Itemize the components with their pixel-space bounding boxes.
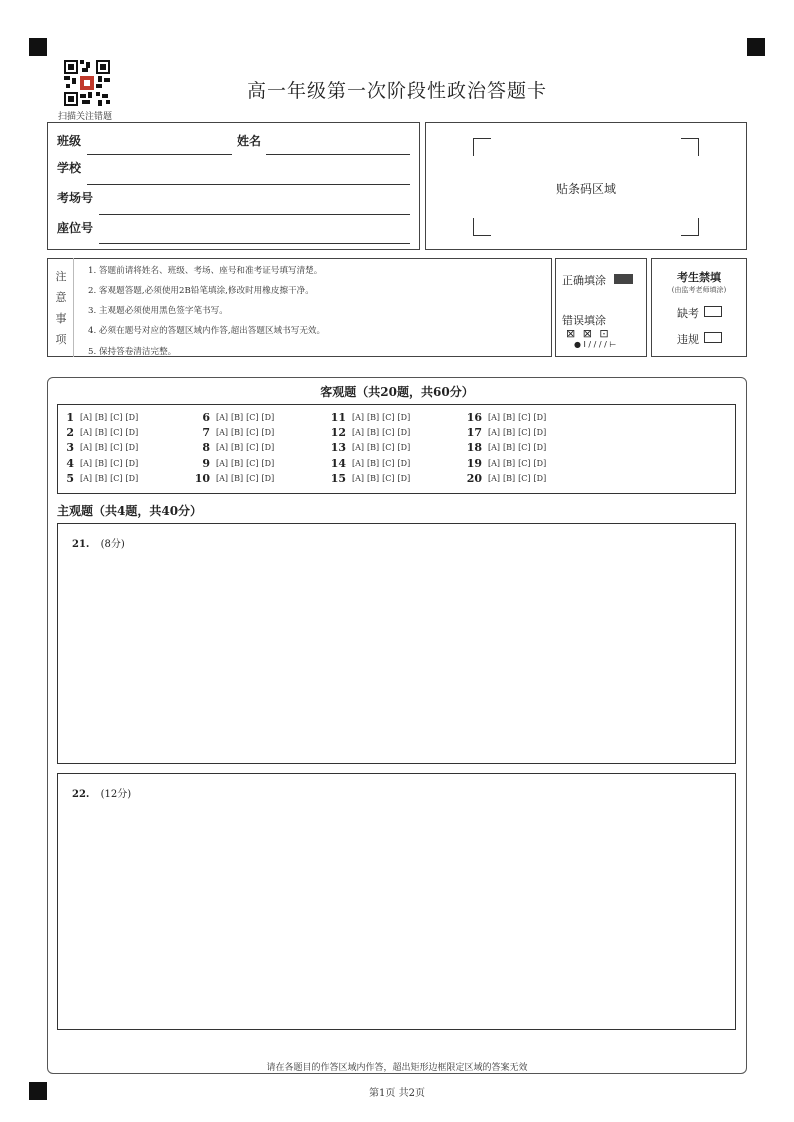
objective-question-row: [460, 471, 549, 486]
question-21-header: [72, 535, 125, 550]
answer-bubble[interactable]: [D]: [397, 413, 411, 422]
name-label: 姓名: [237, 134, 262, 148]
barcode-corner-bl: [473, 218, 491, 236]
answer-bubble[interactable]: [D]: [261, 413, 275, 422]
answer-bubble[interactable]: [A]: [488, 443, 501, 453]
answer-bubble[interactable]: [C]: [518, 413, 531, 422]
school-field[interactable]: [87, 184, 410, 185]
answer-bubble[interactable]: [C]: [246, 428, 259, 438]
answer-bubble[interactable]: [A]: [488, 473, 501, 483]
answer-bubble[interactable]: [C]: [518, 473, 531, 483]
objective-question-number: 16: [466, 411, 482, 424]
answer-bubble[interactable]: [D]: [533, 443, 547, 453]
objective-question-row: [460, 425, 549, 440]
answer-bubble[interactable]: [A]: [352, 473, 365, 483]
objective-question-number: 20: [466, 471, 482, 485]
answer-bubble[interactable]: [A]: [216, 473, 229, 483]
notice-side-divider: [73, 258, 74, 357]
answer-bubble[interactable]: [B]: [231, 413, 244, 422]
objective-question-row: [324, 410, 413, 425]
objective-question-row: [324, 456, 413, 471]
question-21-number: 21.: [72, 539, 90, 550]
answer-bubble[interactable]: [C]: [246, 413, 259, 422]
objective-question-number: 10: [194, 471, 210, 485]
answer-bubble[interactable]: [B]: [367, 458, 380, 468]
student-info-box: [47, 122, 420, 250]
objective-question-row: [188, 410, 277, 425]
objective-question-number: 5: [66, 471, 74, 485]
notice-rule-1: 1. 答题前请将姓名、班级、考场、座号和准考证号填写清楚。: [88, 266, 323, 276]
answer-bubble[interactable]: [B]: [367, 413, 380, 422]
objective-question-number: 9: [202, 456, 210, 470]
answer-bubble[interactable]: [A]: [352, 458, 365, 468]
answer-bubble[interactable]: [C]: [518, 458, 531, 468]
objective-question-row: [324, 425, 413, 440]
objective-question-row: [188, 440, 277, 455]
answer-bubble[interactable]: [D]: [125, 443, 139, 453]
notice-char-1: 注: [55, 270, 67, 283]
answer-bubble[interactable]: [D]: [125, 473, 139, 483]
answer-bubble[interactable]: [A]: [488, 413, 501, 422]
objective-question-number: 4: [66, 456, 74, 470]
school-label: 学校: [57, 161, 82, 175]
answer-bubble[interactable]: [A]: [488, 458, 501, 468]
answer-bubble[interactable]: [A]: [488, 428, 501, 438]
objective-question-number: 3: [66, 441, 74, 455]
answer-bubble[interactable]: [D]: [261, 443, 275, 453]
question-22-header: [72, 785, 131, 800]
answer-bubble[interactable]: [D]: [125, 428, 139, 438]
answer-bubble[interactable]: [B]: [231, 458, 244, 468]
objective-question-number: 15: [330, 471, 346, 485]
answer-bubble[interactable]: [B]: [503, 428, 516, 438]
answer-bubble[interactable]: [C]: [382, 413, 395, 422]
answer-bubble[interactable]: [C]: [110, 458, 123, 468]
page-title: 高一年级第一次阶段性政治答题卡: [246, 80, 547, 102]
proctor-title: 考生禁填: [677, 271, 721, 284]
answer-bubble[interactable]: [D]: [261, 428, 275, 438]
answer-bubble[interactable]: [D]: [397, 443, 411, 453]
answer-bubble[interactable]: [B]: [231, 473, 244, 483]
answer-bubble[interactable]: [B]: [367, 473, 380, 483]
notice-side-label: [54, 266, 68, 350]
exam-room-field[interactable]: [99, 214, 410, 215]
answer-bubble[interactable]: [A]: [352, 428, 365, 438]
proctor-subtitle: (由监考老师填涂): [671, 286, 727, 294]
objective-question-row: [460, 440, 549, 455]
answer-bubble[interactable]: [A]: [80, 428, 93, 438]
objective-question-number: 19: [466, 456, 482, 470]
page-number: 第1页 共2页: [369, 1088, 425, 1099]
class-field[interactable]: [87, 154, 232, 155]
answer-bubble[interactable]: [C]: [110, 413, 123, 422]
objective-question-number: 8: [202, 441, 210, 455]
notice-char-3: 事: [55, 312, 67, 325]
answer-bubble[interactable]: [D]: [397, 458, 411, 468]
answer-bubble[interactable]: [D]: [533, 458, 547, 468]
answer-bubble[interactable]: [C]: [382, 458, 395, 468]
wrong-fill-samples-top: ⊠ ⊠ ⊡: [566, 327, 611, 340]
answer-bubble[interactable]: [C]: [110, 473, 123, 483]
question-22-number: 22.: [72, 789, 90, 800]
answer-box-q21[interactable]: [57, 523, 736, 764]
objective-question-number: 13: [330, 441, 346, 455]
answer-bubble[interactable]: [D]: [533, 413, 547, 422]
objective-question-number: 2: [66, 426, 74, 440]
correct-fill-label: 正确填涂: [562, 274, 606, 287]
violation-label: 违规: [677, 333, 699, 346]
answer-bubble[interactable]: [B]: [95, 458, 108, 468]
answer-bubble[interactable]: [D]: [397, 428, 411, 438]
objective-question-number: 18: [466, 441, 482, 455]
answer-bubble[interactable]: [B]: [367, 428, 380, 438]
objective-question-row: [52, 440, 141, 455]
answer-bubble[interactable]: [A]: [352, 443, 365, 453]
answer-bubble[interactable]: [C]: [110, 443, 123, 453]
answer-bubble[interactable]: [B]: [95, 428, 108, 438]
answer-bubble[interactable]: [C]: [382, 473, 395, 483]
answer-bubble[interactable]: [D]: [397, 473, 411, 483]
question-21-points: (8分): [100, 539, 125, 550]
answer-bubble[interactable]: [A]: [80, 443, 93, 453]
answer-bubble[interactable]: [C]: [246, 473, 259, 483]
notice-char-2: 意: [55, 291, 67, 304]
answer-bubble[interactable]: [C]: [246, 458, 259, 468]
notice-rule-2: 2. 客观题答题,必须使用2B铅笔填涂,修改时用橡皮擦干净。: [88, 286, 314, 296]
seat-field[interactable]: [99, 243, 410, 244]
answer-bubble[interactable]: [A]: [216, 413, 229, 422]
answer-bubble[interactable]: [D]: [261, 458, 275, 468]
wrong-fill-samples-bottom: ● I / / / / ⊢: [574, 340, 617, 349]
qr-caption: 扫描关注错题: [58, 112, 113, 122]
answer-bubble[interactable]: [D]: [125, 458, 139, 468]
name-field[interactable]: [266, 154, 410, 155]
answer-bubble[interactable]: [B]: [95, 443, 108, 453]
objective-question-row: [460, 410, 549, 425]
registration-mark-top-right: [747, 38, 765, 56]
objective-question-row: [460, 456, 549, 471]
answer-bubble[interactable]: [C]: [382, 428, 395, 438]
objective-question-number: 14: [330, 456, 346, 470]
barcode-corner-tl: [473, 138, 491, 156]
barcode-area-label: 贴条码区域: [555, 182, 616, 196]
answer-bubble[interactable]: [B]: [503, 473, 516, 483]
absent-checkbox[interactable]: [704, 306, 722, 317]
answer-bubble[interactable]: [A]: [216, 458, 229, 468]
absent-label: 缺考: [677, 307, 699, 320]
notice-rule-5: 5. 保持答卷清洁完整。: [88, 347, 177, 357]
objective-question-row: [188, 425, 277, 440]
answer-bubble[interactable]: [A]: [216, 428, 229, 438]
correct-fill-sample: [614, 274, 633, 284]
objective-question-number: 7: [202, 426, 210, 440]
objective-question-row: [52, 425, 141, 440]
answer-bubble[interactable]: [B]: [367, 443, 380, 453]
answer-bubble[interactable]: [A]: [80, 458, 93, 468]
registration-mark-top-left: [29, 38, 47, 56]
objective-question-row: [52, 471, 141, 486]
objective-question-number: 1: [66, 411, 74, 424]
answer-bubble[interactable]: [B]: [95, 473, 108, 483]
seat-label: 座位号: [57, 221, 94, 235]
objective-question-number: 17: [466, 426, 482, 440]
objective-question-row: [324, 471, 413, 486]
answer-bubble[interactable]: [C]: [110, 428, 123, 438]
barcode-corner-br: [681, 218, 699, 236]
answer-bubble[interactable]: [A]: [352, 413, 365, 422]
objective-question-row: [52, 456, 141, 471]
objective-question-row: [188, 471, 277, 486]
answer-bubble[interactable]: [C]: [382, 443, 395, 453]
answer-bubble[interactable]: [C]: [246, 443, 259, 453]
objective-question-number: 11: [330, 411, 346, 424]
answer-bubble[interactable]: [D]: [125, 413, 139, 422]
objective-question-row: [188, 456, 277, 471]
question-22-points: (12分): [100, 789, 132, 800]
answer-bubble[interactable]: [D]: [261, 473, 275, 483]
answer-bubble[interactable]: [B]: [503, 413, 516, 422]
notice-char-4: 项: [55, 333, 67, 346]
answer-bubble[interactable]: [B]: [503, 443, 516, 453]
answer-bubble[interactable]: [B]: [231, 428, 244, 438]
answer-bubble[interactable]: [A]: [216, 443, 229, 453]
objective-question-row: [52, 410, 141, 425]
answer-bubble[interactable]: [A]: [80, 413, 93, 422]
footer-note: 请在各题目的作答区域内作答，超出矩形边框限定区域的答案无效: [266, 1063, 528, 1073]
wrong-fill-label: 错误填涂: [562, 314, 606, 327]
barcode-corner-tr: [681, 138, 699, 156]
answer-bubble[interactable]: [D]: [533, 428, 547, 438]
answer-bubble[interactable]: [C]: [518, 443, 531, 453]
answer-bubble[interactable]: [C]: [518, 428, 531, 438]
answer-bubble[interactable]: [A]: [80, 473, 93, 483]
subjective-title: 主观题（共4题，共40分）: [57, 504, 203, 518]
objective-question-row: [324, 440, 413, 455]
objective-question-number: 12: [330, 426, 346, 440]
answer-bubble[interactable]: [B]: [503, 458, 516, 468]
notice-rule-3: 3. 主观题必须使用黑色签字笔书写。: [88, 306, 228, 316]
answer-box-q22[interactable]: [57, 773, 736, 1030]
answer-bubble[interactable]: [B]: [231, 443, 244, 453]
exam-room-label: 考场号: [57, 191, 94, 205]
class-label: 班级: [57, 134, 82, 148]
notice-rule-4: 4. 必须在题号对应的答题区域内作答,超出答题区域书写无效。: [88, 326, 326, 336]
objective-title: 客观题（共20题，共60分）: [320, 385, 474, 399]
violation-checkbox[interactable]: [704, 332, 722, 343]
objective-question-number: 6: [202, 411, 210, 424]
answer-bubble[interactable]: [D]: [533, 473, 547, 483]
answer-bubble[interactable]: [B]: [95, 413, 108, 422]
